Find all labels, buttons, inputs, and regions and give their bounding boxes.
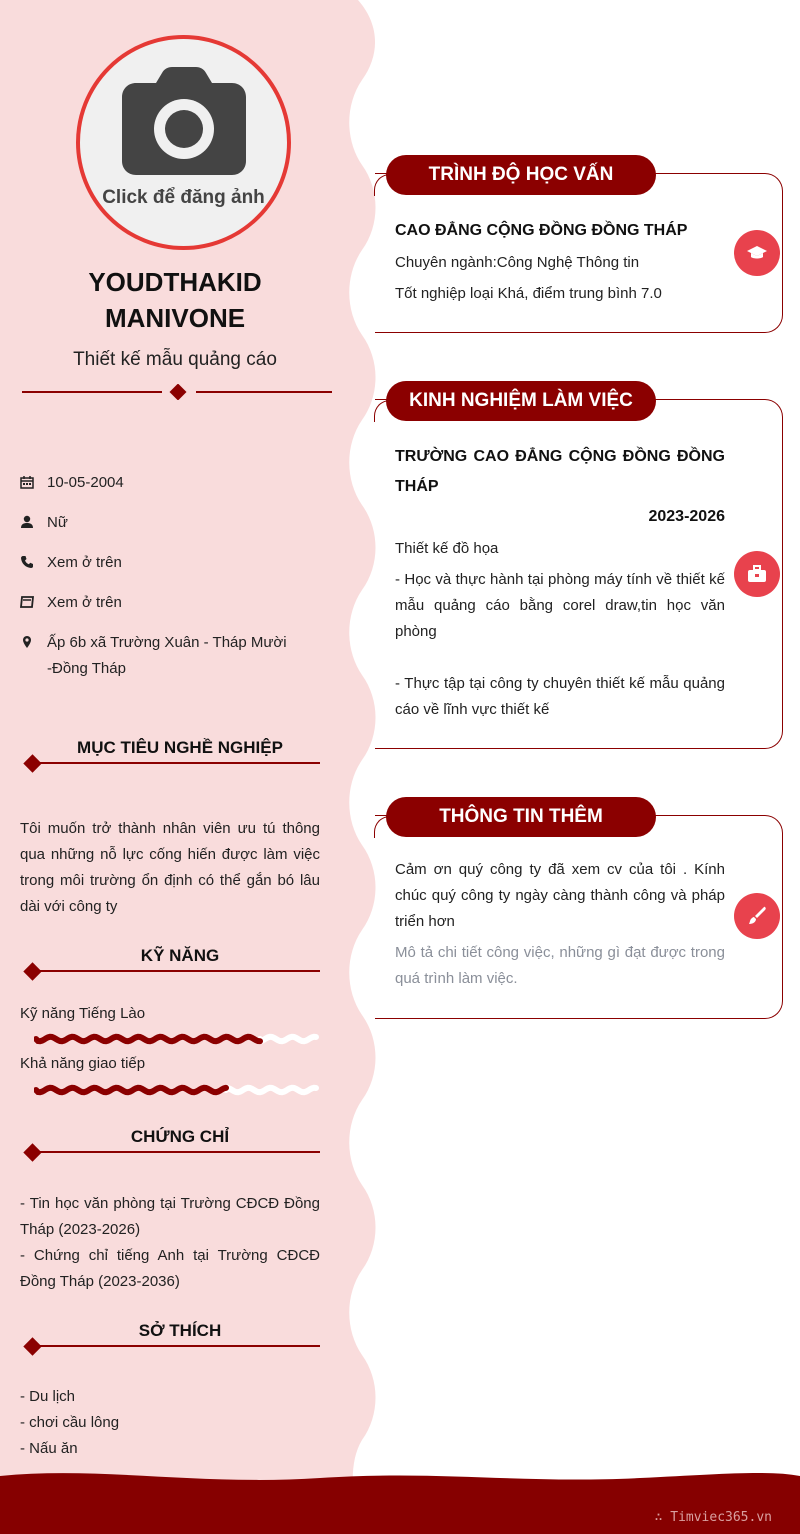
skill-level-bar xyxy=(34,1083,322,1097)
contact-gender xyxy=(20,510,320,536)
skill-bar-fill xyxy=(36,1088,226,1092)
skill-name-2: Khả năng giao tiếp xyxy=(20,1055,146,1072)
heading-line xyxy=(32,762,320,764)
contact-address xyxy=(20,630,320,682)
email-icon xyxy=(20,595,34,609)
candidate-name xyxy=(20,264,330,336)
avatar[interactable] xyxy=(76,35,291,250)
extra-info-heading: THÔNG TIN THÊM xyxy=(386,797,656,837)
gender-value: Nữ xyxy=(47,514,68,531)
extra-info-icon-badge xyxy=(734,893,780,939)
certificates-heading-label: CHỨNG CHỈ xyxy=(130,1127,230,1146)
certificates-text xyxy=(20,1191,320,1295)
map-pin-icon xyxy=(20,635,34,649)
contact-birthday xyxy=(20,470,320,496)
skill-bar-fill xyxy=(36,1037,260,1041)
experience-heading: KINH NGHIỆM LÀM VIỆC xyxy=(386,381,656,421)
birthday-value: 10-05-2004 xyxy=(47,474,124,491)
education-grade: Tốt nghiệp loại Khá, điểm trung bình 7.0 xyxy=(395,285,662,302)
skill-bar-remaining xyxy=(226,1088,316,1092)
certificate-item: - Tin học văn phòng tại Trường CĐCĐ Đồng Tháp (2023-2026) xyxy=(20,1195,320,1238)
calendar-icon xyxy=(20,475,34,489)
certificate-item: - Chứng chỉ tiếng Anh tại Trường CĐCĐ Đồng Tháp (2023-2036) xyxy=(20,1247,320,1290)
name-line-2: MANIVONE xyxy=(104,303,246,333)
contact-phone xyxy=(20,550,320,576)
certificates-heading xyxy=(20,1127,320,1157)
extra-info-text[interactable]: Cảm ơn quý công ty đã xem cv của tôi . Kính chúc quý công ty ngày càng thành công và pháp triển hơn xyxy=(395,861,725,930)
skills-heading-label: KỸ NĂNG xyxy=(140,946,220,965)
experience-period: 2023-2026 xyxy=(648,508,725,525)
experience-role: Thiết kế đồ họa xyxy=(395,540,499,557)
person-icon xyxy=(20,515,34,529)
watermark: ∴ Timviec365.vn xyxy=(654,1510,772,1525)
phone-value: Xem ở trên xyxy=(47,554,122,571)
job-position: Thiết kế mẫu quảng cáo xyxy=(73,349,277,370)
name-divider xyxy=(22,384,334,400)
education-major: Chuyên ngành:Công Nghệ Thông tin xyxy=(395,254,640,271)
hobby-item: - chơi cầu lông xyxy=(20,1414,120,1431)
extra-info-placeholder[interactable]: Mô tả chi tiết công việc, những gì đạt được trong quá trình làm việc. xyxy=(395,944,725,987)
contact-email xyxy=(20,590,320,616)
skill-name-1: Kỹ năng Tiếng Lào xyxy=(20,1005,146,1022)
avatar-upload-label: Click để đăng ảnh xyxy=(102,187,265,208)
camera-icon xyxy=(122,67,246,175)
heading-line xyxy=(32,970,320,972)
education-school: CAO ĐẲNG CỘNG ĐỒNG ĐỒNG THÁP xyxy=(395,222,688,239)
objective-heading xyxy=(20,738,320,768)
experience-description-2: - Thực tập tại công ty chuyên thiết kế mẫu quảng cáo về lĩnh vực thiết kế xyxy=(395,675,725,718)
address-line-1: Ấp 6b xã Trường Xuân - Tháp Mười xyxy=(47,634,287,651)
graduation-cap-icon xyxy=(747,243,767,263)
hobbies-heading-label: SỞ THÍCH xyxy=(138,1321,222,1340)
briefcase-icon xyxy=(747,564,767,584)
skills-heading xyxy=(20,946,320,976)
email-value: Xem ở trên xyxy=(47,594,122,611)
experience-description-1: - Học và thực hành tại phòng máy tính về thiết kế mẫu quảng cáo bằng corel draw,tin học văn phòng xyxy=(395,571,725,640)
name-line-1: YOUDTHAKID xyxy=(88,267,262,297)
education-heading: TRÌNH ĐỘ HỌC VẤN xyxy=(386,155,656,195)
experience-icon-badge xyxy=(734,551,780,597)
phone-icon xyxy=(20,555,34,569)
hobby-item: - Du lịch xyxy=(20,1388,76,1405)
heading-line xyxy=(32,1345,320,1347)
skill-level-bar xyxy=(34,1032,322,1046)
education-icon-badge xyxy=(734,230,780,276)
hobbies-heading xyxy=(20,1321,320,1351)
skill-bar-remaining xyxy=(260,1037,316,1041)
experience-company: TRƯỜNG CAO ĐẲNG CỘNG ĐỒNG ĐỒNG THÁP xyxy=(395,448,725,495)
hobbies-list xyxy=(20,1384,320,1462)
paintbrush-icon xyxy=(747,906,767,926)
objective-heading-label: MỤC TIÊU NGHỀ NGHIỆP xyxy=(77,738,283,757)
hobby-item: - Nấu ăn xyxy=(20,1440,78,1457)
objective-text: Tôi muốn trở thành nhân viên ưu tú thông qua những nỗ lực cống hiến được làm việc trong môi trường ổn định có thể gắn bó lâu dài với công ty xyxy=(20,820,320,915)
address-line-2: -Đồng Tháp xyxy=(47,660,126,677)
heading-line xyxy=(32,1151,320,1153)
